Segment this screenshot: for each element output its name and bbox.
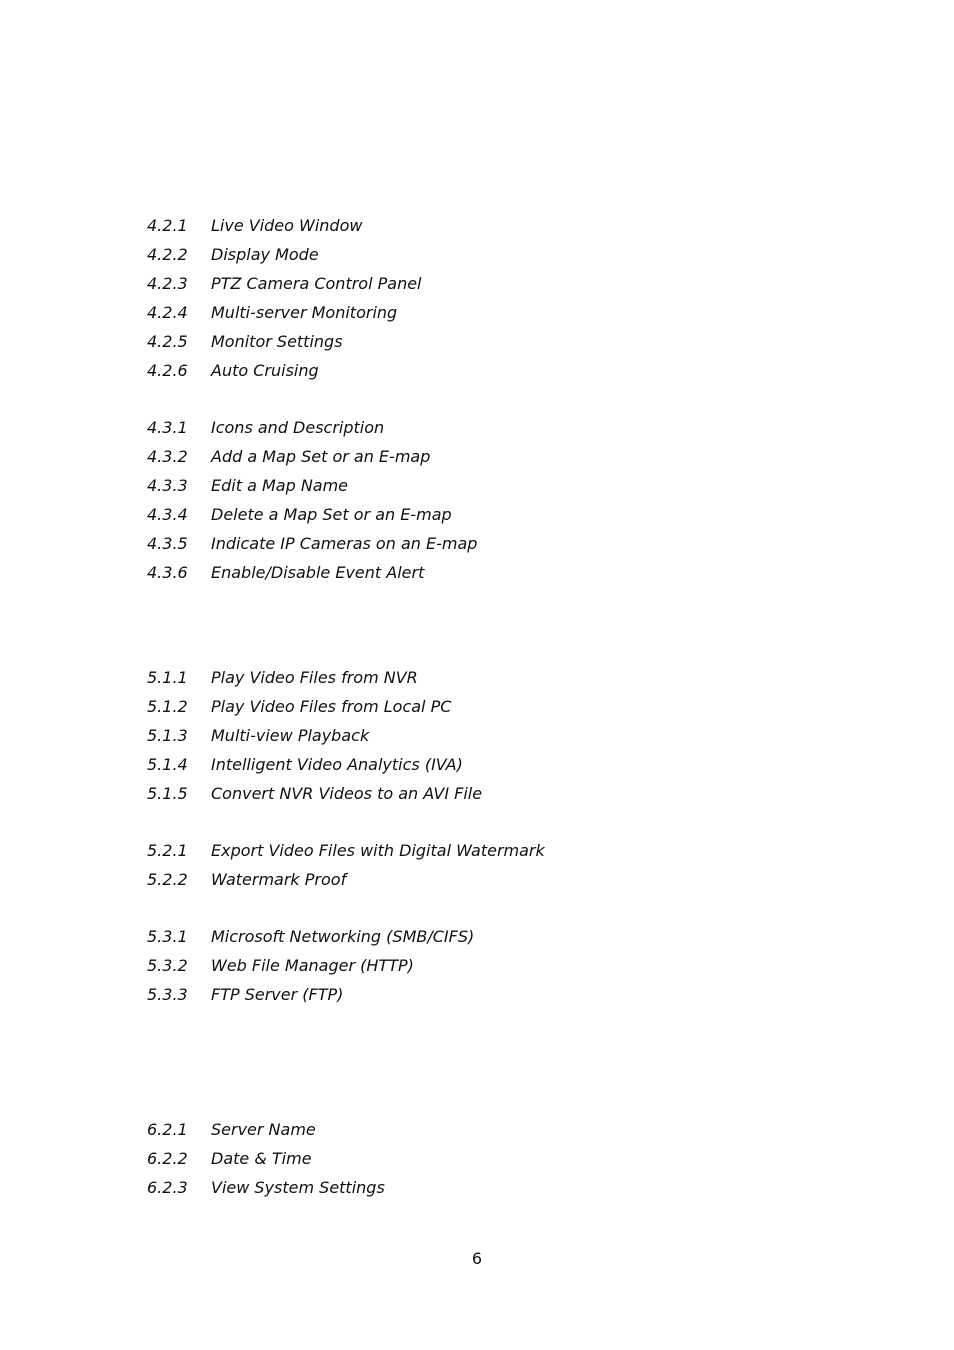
toc-entry-title: Edit a Map Name (211, 476, 349, 495)
toc-entry-number: 6.2.3 (147, 1178, 188, 1197)
toc-entry-number: 5.1.2 (147, 697, 188, 716)
toc-entry-number: 4.2.1 (147, 216, 188, 235)
toc-entry-title: PTZ Camera Control Panel (211, 274, 422, 293)
toc-entry-number: 4.3.4 (147, 505, 188, 524)
toc-entry-number: 6.2.1 (147, 1120, 188, 1139)
toc-entry-number: 5.2.1 (147, 841, 188, 860)
toc-entry-title: Play Video Files from NVR (211, 668, 418, 687)
toc-entry[interactable] (147, 413, 477, 442)
page-number: 6 (471, 1249, 483, 1268)
toc-entry-number: 5.1.3 (147, 726, 188, 745)
toc-entry-number: 4.2.3 (147, 274, 188, 293)
toc-group-6-2 (147, 1115, 385, 1202)
toc-entry-number: 5.3.1 (147, 927, 188, 946)
toc-entry-title: Icons and Description (211, 418, 385, 437)
toc-entry-number: 4.2.6 (147, 361, 188, 380)
toc-entry-title: Web File Manager (HTTP) (211, 956, 414, 975)
toc-entry-title: Indicate IP Cameras on an E-map (211, 534, 478, 553)
toc-entry-title: Convert NVR Videos to an AVI File (211, 784, 483, 803)
toc-entry-title: Server Name (211, 1120, 316, 1139)
toc-entry-number: 6.2.2 (147, 1149, 188, 1168)
toc-entry-number: 5.2.2 (147, 870, 188, 889)
toc-entry-title: Play Video Files from Local PC (211, 697, 452, 716)
toc-entry[interactable] (147, 1144, 385, 1173)
toc-entry[interactable] (147, 442, 477, 471)
toc-entry[interactable] (147, 356, 422, 385)
toc-entry-title: Multi-view Playback (211, 726, 370, 745)
toc-entry-number: 4.3.1 (147, 418, 188, 437)
toc-entry[interactable] (147, 663, 482, 692)
toc-entry[interactable] (147, 1115, 385, 1144)
toc-group-4-2 (147, 211, 422, 385)
toc-entry-number: 4.3.6 (147, 563, 188, 582)
toc-entry-title: Watermark Proof (211, 870, 347, 889)
toc-entry[interactable] (147, 298, 422, 327)
toc-entry[interactable] (147, 951, 474, 980)
toc-group-4-3 (147, 413, 477, 587)
toc-entry-title: View System Settings (211, 1178, 385, 1197)
toc-entry-number: 4.3.3 (147, 476, 188, 495)
toc-entry-title: Delete a Map Set or an E-map (211, 505, 452, 524)
toc-entry[interactable] (147, 779, 482, 808)
toc-entry[interactable] (147, 500, 477, 529)
toc-entry[interactable] (147, 240, 422, 269)
toc-entry-title: Enable/Disable Event Alert (211, 563, 425, 582)
toc-entry-number: 4.2.2 (147, 245, 188, 264)
toc-entry[interactable] (147, 211, 422, 240)
toc-entry-title: Live Video Window (211, 216, 363, 235)
toc-entry-number: 4.2.4 (147, 303, 188, 322)
toc-group-5-2 (147, 836, 545, 894)
toc-group-5-1 (147, 663, 482, 808)
toc-entry[interactable] (147, 327, 422, 356)
toc-entry-number: 4.2.5 (147, 332, 188, 351)
toc-entry[interactable] (147, 471, 477, 500)
toc-entry-number: 5.1.1 (147, 668, 188, 687)
toc-entry[interactable] (147, 750, 482, 779)
toc-entry-title: Export Video Files with Digital Watermark (211, 841, 545, 860)
toc-entry-title: Multi-server Monitoring (211, 303, 398, 322)
toc-entry-number: 5.1.4 (147, 755, 188, 774)
toc-entry-title: Monitor Settings (211, 332, 343, 351)
toc-entry[interactable] (147, 269, 422, 298)
toc-entry-number: 5.3.2 (147, 956, 188, 975)
toc-entry-number: 4.3.2 (147, 447, 188, 466)
toc-entry[interactable] (147, 922, 474, 951)
toc-entry-title: Display Mode (211, 245, 319, 264)
toc-entry-title: Add a Map Set or an E-map (211, 447, 431, 466)
toc-entry-title: Microsoft Networking (SMB/CIFS) (211, 927, 475, 946)
toc-entry-number: 5.1.5 (147, 784, 188, 803)
toc-entry-title: FTP Server (FTP) (211, 985, 344, 1004)
toc-entry[interactable] (147, 529, 477, 558)
toc-entry-title: Auto Cruising (211, 361, 319, 380)
toc-entry[interactable] (147, 980, 474, 1009)
toc-entry[interactable] (147, 721, 482, 750)
toc-entry[interactable] (147, 558, 477, 587)
toc-group-5-3 (147, 922, 474, 1009)
toc-entry[interactable] (147, 865, 545, 894)
toc-entry-title: Date & Time (211, 1149, 312, 1168)
toc-entry[interactable] (147, 1173, 385, 1202)
toc-entry-number: 4.3.5 (147, 534, 188, 553)
toc-entry[interactable] (147, 836, 545, 865)
toc-entry-title: Intelligent Video Analytics (IVA) (211, 755, 463, 774)
toc-entry-number: 5.3.3 (147, 985, 188, 1004)
toc-entry[interactable] (147, 692, 482, 721)
